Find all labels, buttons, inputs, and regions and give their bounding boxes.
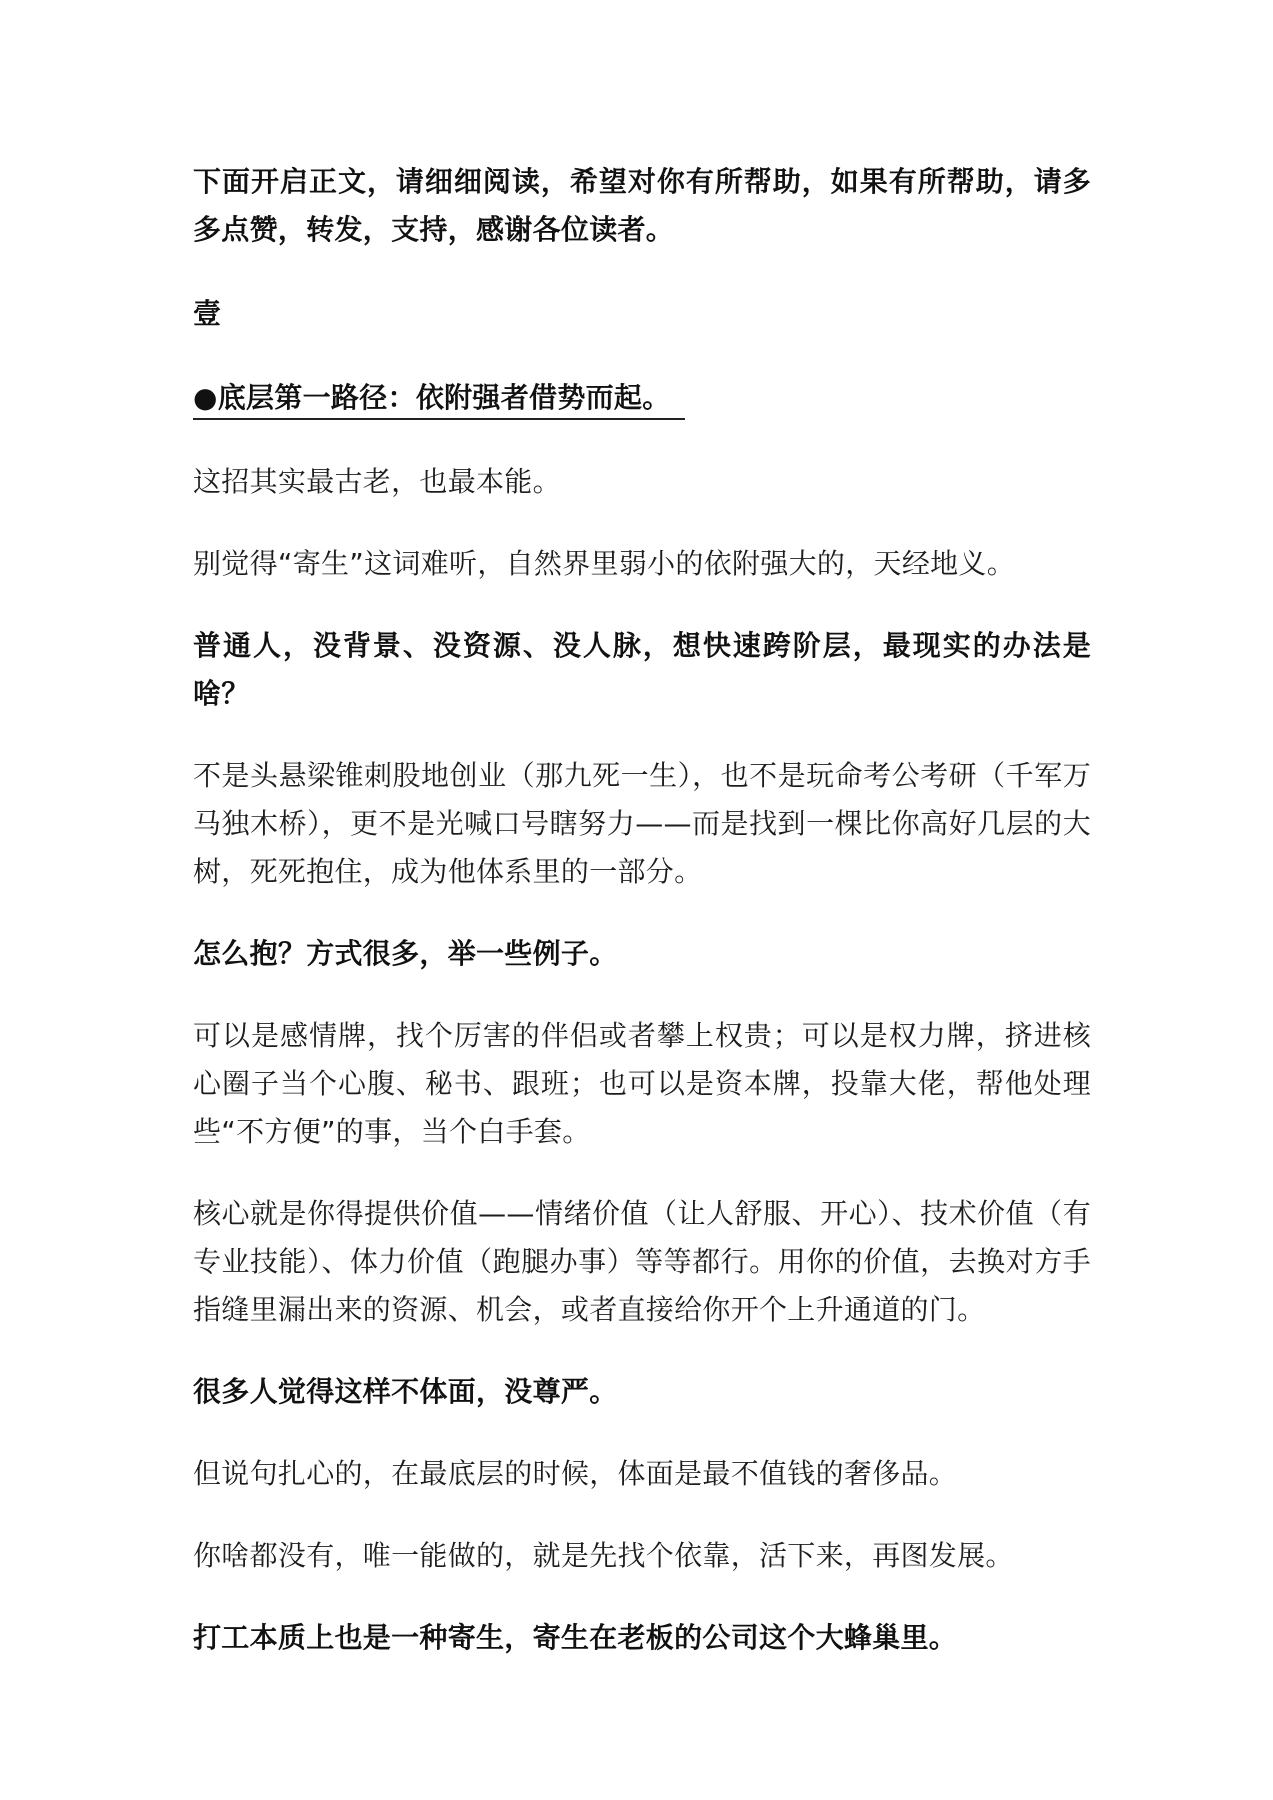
paragraph-8: 很多人觉得这样不体面，没尊严。 [193, 1375, 618, 1408]
paragraph-7: 核心就是你得提供价值——情绪价值（让人舒服、开心）、技术价值（有专业技能）、体力价值（跑腿办事）等等都行。用你的价值，去换对方手指缝里漏出来的资源、机会，或者直接给你开个上升通道的门。 [193, 1197, 1091, 1326]
section-heading-row [193, 374, 1091, 422]
section-heading: ●底层第一路径：依附强者借势而起。 [193, 378, 685, 420]
paragraph-6: 可以是感情牌，找个厉害的伴侣或者攀上权贵；可以是权力牌，挤进核心圈子当个心腹、秘书、跟班；也可以是资本牌，投靠大佬，帮他处理些“不方便”的事，当个白手套。 [193, 1019, 1091, 1148]
paragraph-2: 别觉得“寄生”这词难听，自然界里弱小的依附强大的，天经地义。 [193, 547, 1016, 580]
paragraph-11: 打工本质上也是一种寄生，寄生在老板的公司这个大蜂巢里。 [193, 1621, 958, 1654]
article-body [193, 158, 1091, 1662]
section-numeral: 壹 [193, 297, 222, 330]
paragraph-4: 不是头悬梁锥刺股地创业（那九死一生），也不是玩命考公考研（千军万马独木桥），更不是光喊口号瞎努力——而是找到一棵比你高好几层的大树，死死抱住，成为他体系里的一部分。 [193, 759, 1091, 888]
paragraph-1: 这招其实最古老，也最本能。 [193, 465, 561, 498]
paragraph-5: 怎么抱？方式很多，举一些例子。 [193, 937, 618, 970]
paragraph-3: 普通人，没背景、没资源、没人脉，想快速跨阶层，最现实的办法是啥？ [193, 629, 1091, 710]
paragraph-10: 你啥都没有，唯一能做的，就是先找个依靠，活下来，再图发展。 [193, 1539, 1014, 1572]
intro-paragraph: 下面开启正文，请细细阅读，希望对你有所帮助，如果有所帮助，请多多点赞，转发，支持，感谢各位读者。 [193, 165, 1091, 246]
paragraph-9: 但说句扎心的，在最底层的时候，体面是最不值钱的奢侈品。 [193, 1457, 958, 1490]
